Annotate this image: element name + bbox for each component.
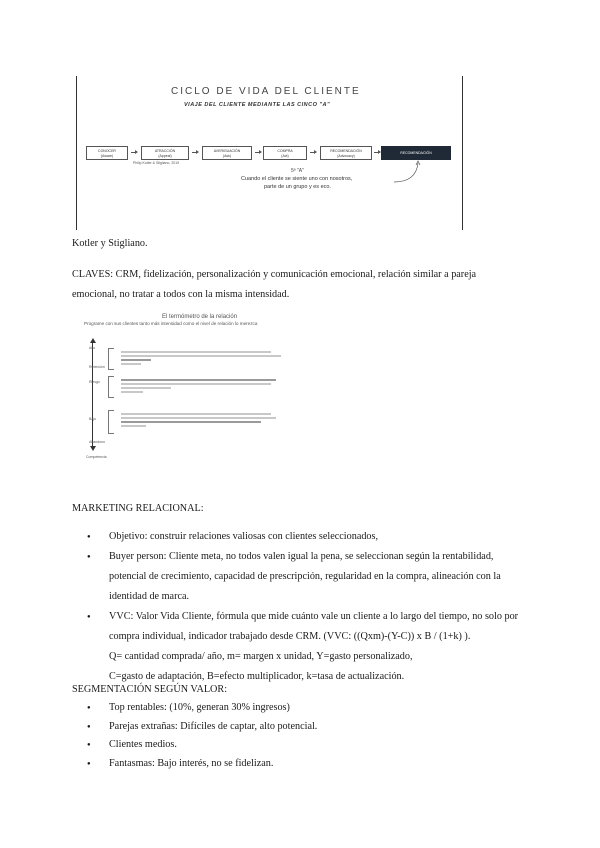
curved-arrow-icon: [376, 160, 436, 190]
figure2-subtitle: Programe con sus clientes tanto más intensidad como el nivel de relación lo merezca: [84, 321, 258, 326]
arrow-icon: [255, 152, 260, 153]
list-item: ● Top rentables: (10%, generan 30% ingresos): [72, 699, 532, 718]
figure-subtitle: VIAJE DEL CLIENTE MEDIANTE LAS CINCO "A": [184, 102, 331, 108]
figure-caption: Kotler y Stigliano.: [72, 238, 148, 249]
text-line: [121, 355, 281, 357]
customer-lifecycle-figure: [76, 76, 463, 230]
step-label: AVERIGUACIÓN: [213, 149, 241, 153]
arrow-down-icon: [90, 446, 96, 451]
quote-label: 5ª "A": [291, 168, 304, 174]
axis-label: Riesgo: [89, 380, 100, 384]
step-label: CONOCER: [98, 149, 116, 153]
figure-title: CICLO DE VIDA DEL CLIENTE: [171, 86, 361, 97]
relationship-thermometer-figure: [84, 312, 290, 462]
text-line: [121, 387, 171, 389]
text-line: [121, 421, 261, 423]
text-line: [121, 359, 151, 361]
bracket: [108, 348, 114, 370]
step-aware: [86, 146, 128, 160]
axis-label: Abandono: [89, 440, 105, 444]
text-line: [121, 417, 276, 419]
arrow-icon: [131, 152, 136, 153]
marketing-relacional-list: [72, 527, 532, 687]
segmentacion-list: [72, 699, 532, 773]
axis-label: Competencia: [86, 455, 107, 459]
formula-legend-line: Q= cantidad comprada/ año, m= margen x unidad, Y=gasto personalizado,: [109, 651, 413, 662]
quote-line: Cuando el cliente se siente uno con nosotros,: [241, 176, 353, 182]
step-label: COMPRA: [277, 149, 293, 153]
text-line: [121, 351, 271, 353]
bracket: [108, 376, 114, 398]
step-sublabel: (Aware): [100, 153, 114, 158]
bracket: [108, 410, 114, 434]
step-final: RECOMENDACIÓN: [381, 146, 451, 160]
arrow-icon: [310, 152, 315, 153]
formula-legend-line: C=gasto de adaptación, B=efecto multiplicador, k=tasa de actualización.: [109, 671, 405, 682]
figure2-title: El termómetro de la relación: [162, 314, 238, 320]
step-advocacy: [320, 146, 372, 160]
list-item: ● Parejas extrañas: Difíciles de captar, alto potencial.: [72, 718, 532, 737]
list-item: ● Buyer person: Cliente meta, no todos valen igual la pena, se seleccionan según la rentabilidad, potencial de crecimiento, capacidad de prescripción, regularidad en la compra, alineación con la identidad de marca.: [72, 547, 532, 607]
list-item: ● Objetivo: construir relaciones valiosas con clientes seleccionados,: [72, 527, 532, 547]
step-appeal: [141, 146, 189, 160]
axis-label: Retención: [89, 365, 105, 369]
step-label: RECOMENDACIÓN: [330, 149, 362, 153]
thermometer-axis: [92, 342, 93, 447]
figure-border-left: [76, 76, 77, 230]
quote-line: parte de un grupo y es eco.: [264, 184, 331, 190]
step-sublabel: (Ask): [222, 153, 232, 158]
axis-label: Alto: [89, 346, 96, 350]
arrow-icon: [374, 152, 379, 153]
list-item: ● Clientes medios.: [72, 736, 532, 755]
text-line: [121, 413, 271, 415]
step-act: [263, 146, 307, 160]
step-sublabel: (Appeal): [158, 153, 172, 158]
marketing-relacional-heading: MARKETING RELACIONAL:: [72, 503, 204, 514]
step-sublabel: (Advocacy): [337, 153, 355, 158]
segmentacion-heading: SEGMENTACIÓN SEGÚN VALOR:: [72, 684, 228, 695]
claves-paragraph: CLAVES: CRM, fidelización, personalización y comunicación emocional, relación similar a pareja emocional, no tratar a todos con la misma intensidad.: [72, 269, 477, 300]
arrow-icon: [192, 152, 197, 153]
step-ask: [202, 146, 252, 160]
text-line: [121, 383, 271, 385]
list-item: ● Fantasmas: Bajo interés, no se fidelizan.: [72, 755, 532, 774]
figure-source: Philip Kotler & Stigliano, 2019: [133, 161, 180, 165]
text-line: [121, 379, 276, 381]
text-line: [121, 391, 143, 393]
step-sublabel: (Act): [281, 153, 289, 158]
text-line: [121, 363, 141, 365]
axis-label: Bajo: [89, 417, 97, 421]
figure-border-right: [462, 76, 463, 230]
step-label: ATRACCIÓN: [154, 149, 176, 153]
list-item: ● VVC: Valor Vida Cliente, fórmula que mide cuánto vale un cliente a lo largo del tiempo, no solo por compra individual, indicador trabajado desde CRM. (VVC: ((Qxm)-(Y-C)) x B / (1+k) ).: [72, 607, 532, 647]
text-line: [121, 425, 146, 427]
